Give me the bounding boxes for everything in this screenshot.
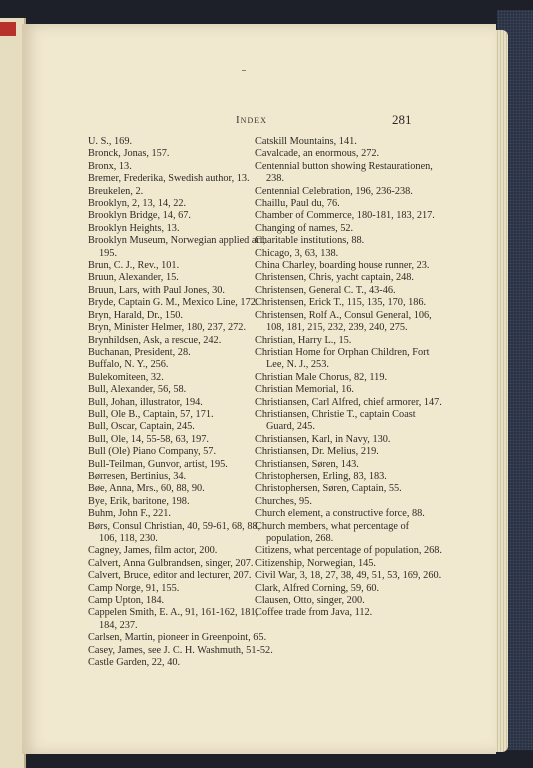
- index-entry: Camp Upton, 184.: [88, 595, 165, 607]
- index-entry: Clark, Alfred Corning, 59, 60.: [255, 582, 380, 594]
- index-entry: Brooklyn Museum, Norwegian applied art, 195.: [88, 235, 266, 259]
- index-entry: Christiansen, Dr. Melius, 219.: [255, 446, 379, 458]
- index-entry: Christiansen, Christie T., captain Coast Guard, 245.: [255, 408, 416, 433]
- index-entry: Civil War, 3, 18, 27, 38, 49, 51, 53, 169, 260.: [255, 570, 442, 582]
- index-entry: Cappelen Smith, E. A., 91, 161-162, 181, 184, 237.: [88, 607, 259, 631]
- page-number: 281: [392, 112, 412, 127]
- index-entry: Bøe, Anna, Mrs., 60, 88, 90.: [88, 483, 205, 495]
- index-entry: Christiansen, Carl Alfred, chief armorer, 147.: [255, 396, 442, 408]
- index-entry: Christophersen, Søren, Captain, 55.: [255, 483, 402, 495]
- index-entry: Brooklyn, 2, 13, 14, 22.: [88, 198, 187, 210]
- index-entry: Catskill Mountains, 141.: [255, 136, 357, 147]
- index-entry: Christophersen, Erling, 83, 183.: [255, 470, 387, 482]
- index-entry: Castle Garden, 22, 40.: [88, 657, 181, 669]
- index-entry: Christensen, Chris, yacht captain, 248.: [255, 272, 414, 284]
- running-head-title: Index: [236, 114, 267, 126]
- index-entry: Camp Norge, 91, 155.: [88, 582, 180, 594]
- index-entry: Brooklyn Bridge, 14, 67.: [88, 210, 191, 222]
- index-entry: Brooklyn Heights, 13.: [88, 222, 180, 234]
- index-entry: Buhm, John F., 221.: [88, 508, 171, 520]
- index-entry: Bulekomiteen, 32.: [88, 371, 164, 383]
- index-entry: Christensen, General C. T., 43-46.: [255, 284, 396, 296]
- index-entry: U. S., 169.: [88, 136, 133, 147]
- index-entry: Bull-Teilman, Gunvor, artist, 195.: [88, 458, 228, 470]
- index-entry: Christian Home for Orphan Children, Fort Lee, N. J., 253.: [255, 346, 430, 371]
- index-entry: Cagney, James, film actor, 200.: [88, 545, 218, 557]
- index-entry: Bryn, Harald, Dr., 150.: [88, 309, 183, 321]
- index-column-right: [255, 136, 445, 620]
- index-entry: Christian Male Chorus, 82, 119.: [255, 371, 388, 383]
- index-entry: Church element, a constructive force, 88.: [255, 508, 425, 520]
- index-entry: Coffee trade from Java, 112.: [255, 607, 373, 619]
- index-entry: Calvert, Anna Gulbrandsen, singer, 207.: [88, 557, 254, 569]
- index-entry: Bull (Ole) Piano Company, 57.: [88, 446, 217, 458]
- index-entry: Citizens, what percentage of population, 268.: [255, 545, 443, 557]
- index-entry: Chaillu, Paul du, 76.: [255, 198, 340, 210]
- index-entry: Carlsen, Martin, pioneer in Greenpoint, 65.: [88, 632, 267, 644]
- index-entry: Brynhildsen, Ask, a rescue, 242.: [88, 334, 222, 346]
- book-page: [22, 24, 496, 754]
- index-entry: Børs, Consul Christian, 40, 59-61, 68, 88, 106, 118, 230.: [88, 520, 261, 544]
- index-entry: Charitable institutions, 88.: [255, 235, 365, 247]
- index-entry: Casey, James, see J. C. H. Washmuth, 51-52.: [88, 644, 273, 656]
- index-entry: Bruun, Lars, with Paul Jones, 30.: [88, 284, 225, 296]
- index-entry: Bull, Ole B., Captain, 57, 171.: [88, 408, 214, 420]
- index-entry: Bremer, Frederika, Swedish author, 13.: [88, 173, 250, 185]
- index-entry: Calvert, Bruce, editor and lecturer, 207.: [88, 570, 252, 582]
- index-entry: Bull, Ole, 14, 55-58, 63, 197.: [88, 433, 209, 445]
- index-entry: Chicago, 3, 63, 138.: [255, 247, 339, 259]
- index-entry: Church members, what percentage of population, 268.: [255, 520, 410, 544]
- index-entry: Bronck, Jonas, 157.: [88, 148, 170, 160]
- index-entry: Børresen, Bertinius, 34.: [88, 470, 187, 482]
- index-entry: China Charley, boarding house runner, 23.: [255, 260, 430, 272]
- index-entry: Christiansen, Karl, in Navy, 130.: [255, 433, 391, 445]
- index-entry: Centennial button showing Restaurationen, 238.: [255, 160, 433, 185]
- index-entry: Clausen, Otto, singer, 200.: [255, 595, 365, 607]
- index-entry: Breukelen, 2.: [88, 185, 144, 197]
- index-entry: Citizenship, Norwegian, 145.: [255, 557, 376, 569]
- print-mark: [242, 70, 246, 71]
- index-entry: Christian Memorial, 16.: [255, 384, 354, 396]
- index-entry: Christian, Harry L., 15.: [255, 334, 352, 346]
- index-entry: Bye, Erik, baritone, 198.: [88, 495, 190, 507]
- index-entry: Bull, Alexander, 56, 58.: [88, 384, 187, 396]
- running-head: [22, 112, 496, 132]
- index-entry: Bryde, Captain G. M., Mexico Line, 172.: [88, 297, 259, 309]
- index-entry: Bruun, Alexander, 15.: [88, 272, 179, 284]
- index-entry: Bull, Johan, illustrator, 194.: [88, 396, 203, 408]
- index-entry: Cavalcade, an enormous, 272.: [255, 148, 380, 160]
- spine-label: [0, 22, 16, 36]
- index-column-left: [88, 136, 278, 669]
- index-entry: Bryn, Minister Helmer, 180, 237, 272.: [88, 322, 247, 334]
- index-entry: Bull, Oscar, Captain, 245.: [88, 421, 195, 433]
- index-entry: Chamber of Commerce, 180-181, 183, 217.: [255, 210, 435, 222]
- index-entry: Churches, 95.: [255, 495, 312, 507]
- index-entry: Buchanan, President, 28.: [88, 346, 191, 358]
- index-entry: Brun, C. J., Rev., 101.: [88, 260, 180, 272]
- index-entry: Changing of names, 52.: [255, 222, 354, 234]
- index-entry: Buffalo, N. Y., 256.: [88, 359, 169, 371]
- index-entry: Christensen, Rolf A., Consul General, 106, 108, 181, 215, 232, 239, 240, 275.: [255, 309, 432, 334]
- index-entry: Christiansen, Søren, 143.: [255, 458, 359, 470]
- index-entry: Christensen, Erick T., 115, 135, 170, 186.: [255, 297, 427, 309]
- index-entry: Centennial Celebration, 196, 236-238.: [255, 185, 413, 197]
- index-entry: Bronx, 13.: [88, 160, 132, 172]
